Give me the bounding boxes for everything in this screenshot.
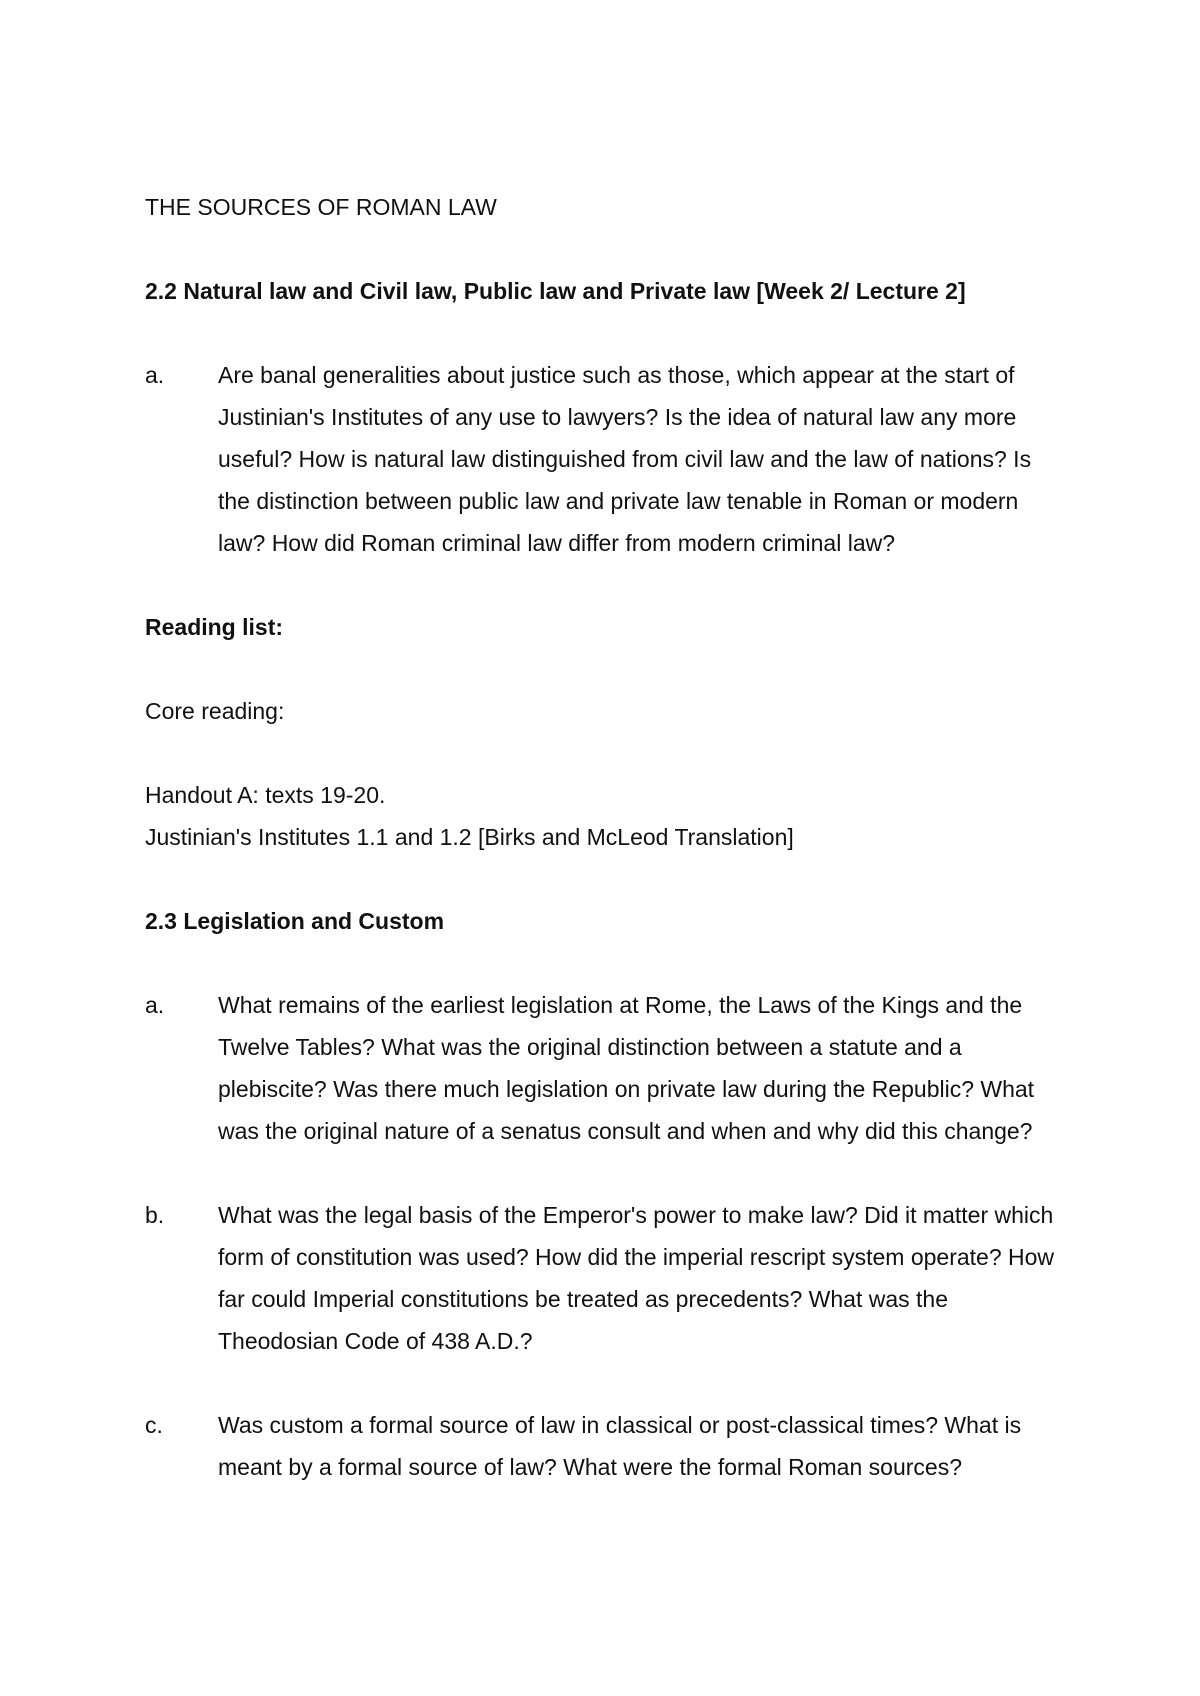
- question-marker: c.: [145, 1412, 163, 1438]
- question-text: Are banal generalities about justice such as those, which appear at the start of Justinian's Institutes of any use to lawyers? Is the idea of natural law any more useful? How is natural law distinguished from civil law and the law of nations? Is the distinction between public law and private law tenable in Roman or modern law? How did Roman criminal law differ from modern criminal law?: [218, 362, 1032, 556]
- section-2-3-heading: 2.3 Legislation and Custom: [145, 908, 445, 934]
- spacer: [145, 564, 1065, 606]
- question-item: [145, 354, 1065, 564]
- document-body: [145, 186, 1065, 1488]
- reading-entry: Justinian's Institutes 1.1 and 1.2 [Birks and McLeod Translation]: [145, 824, 794, 850]
- document-title: THE SOURCES OF ROMAN LAW: [145, 194, 497, 220]
- spacer: [145, 942, 1065, 984]
- question-text: What remains of the earliest legislation at Rome, the Laws of the Kings and the Twelve Tables? What was the original distinction between a statute and a plebiscite? Was there much legislation on private law during the Republic? What was the original nature of a senatus consult and when and why did this change?: [218, 992, 1035, 1144]
- question-marker: b.: [145, 1202, 165, 1228]
- question-item: [145, 1404, 1065, 1488]
- spacer: [145, 858, 1065, 900]
- reading-list-heading: Reading list:: [145, 614, 284, 640]
- spacer: [145, 732, 1065, 774]
- question-marker: a.: [145, 992, 165, 1018]
- core-reading-label: Core reading:: [145, 698, 285, 724]
- spacer: [145, 648, 1065, 690]
- reading-entry: Handout A: texts 19-20.: [145, 782, 386, 808]
- spacer: [145, 1362, 1065, 1404]
- spacer: [145, 228, 1065, 270]
- spacer: [145, 312, 1065, 354]
- section-2-2-heading: 2.2 Natural law and Civil law, Public law and Private law [Week 2/ Lecture 2]: [145, 278, 966, 304]
- question-item: [145, 984, 1065, 1152]
- question-text: What was the legal basis of the Emperor's power to make law? Did it matter which form of constitution was used? How did the imperial rescript system operate? How far could Imperial constitutions be treated as precedents? What was the Theodosian Code of 438 A.D.?: [218, 1202, 1055, 1354]
- question-text: Was custom a formal source of law in classical or post-classical times? What is meant by a formal source of law? What were the formal Roman sources?: [218, 1412, 1022, 1480]
- question-marker: a.: [145, 362, 165, 388]
- spacer: [145, 1152, 1065, 1194]
- question-item: [145, 1194, 1065, 1362]
